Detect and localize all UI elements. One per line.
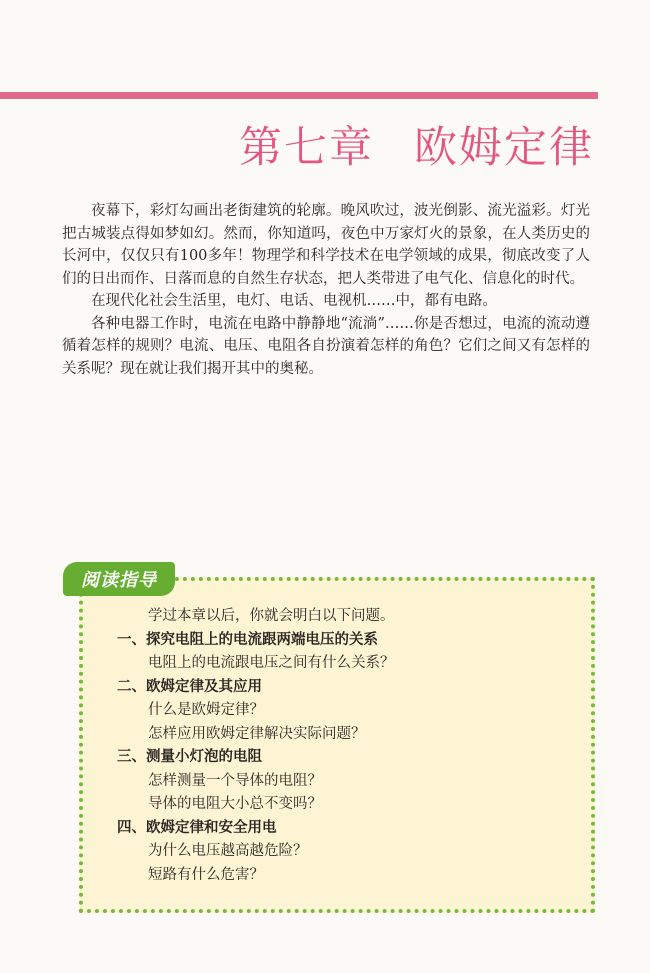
section-question: 为什么电压越高越危险？ bbox=[148, 843, 308, 859]
intro-paragraph: 夜幕下，彩灯勾画出老街建筑的轮廓。晚风吹过，波光倒影、流光溢彩。灯光把古城装点得如梦如幻。然而，你知道吗，夜色中万家灯火的景象，在人类历史的长河中，仅仅只有100多年！物理学和科学技术在电学领域的成果，彻底改变了人们的日出而作、日落而息的自然生存状态，把人类带进了电气化、信息化的时代。 bbox=[62, 203, 590, 287]
reading-guide-label: 阅读指导 bbox=[63, 562, 175, 596]
section-question: 短路有什么危害？ bbox=[148, 866, 264, 883]
chapter-name: 欧姆定律 bbox=[414, 123, 594, 173]
section-title: 探究电阻上的电流跟两端电压的关系 bbox=[146, 631, 378, 648]
section-heading bbox=[108, 817, 578, 841]
guide-section bbox=[108, 676, 578, 747]
section-number: 三、 bbox=[117, 749, 146, 765]
section-title: 欧姆定律及其应用 bbox=[146, 678, 262, 695]
chapter-title bbox=[239, 114, 594, 175]
chapter-number: 第七章 bbox=[239, 123, 374, 173]
guide-section bbox=[108, 746, 578, 817]
section-heading bbox=[108, 746, 578, 770]
reading-guide-intro: 学过本章以后，你就会明白以下问题。 bbox=[148, 608, 395, 624]
section-question: 怎样应用欧姆定律解决实际问题？ bbox=[148, 725, 366, 742]
section-question: 什么是欧姆定律？ bbox=[148, 702, 264, 718]
section-question: 导体的电阻大小总不变吗？ bbox=[148, 796, 322, 812]
section-question: 怎样测量一个导体的电阻？ bbox=[148, 772, 322, 789]
section-title: 欧姆定律和安全用电 bbox=[146, 819, 277, 836]
intro-paragraph: 在现代化社会生活里，电灯、电话、电视机……中，都有电路。 bbox=[91, 293, 497, 309]
intro-paragraph: 各种电器工作时，电流在电路中静静地“流淌”……你是否想过，电流的流动遵循着怎样的规则？电流、电压、电阻各自扮演着怎样的角色？它们之间又有怎样的关系呢？现在就让我们揭开其中的奥秘。 bbox=[62, 315, 590, 377]
guide-section bbox=[108, 629, 578, 676]
section-title: 测量小灯泡的电阻 bbox=[146, 749, 262, 765]
intro-text bbox=[62, 200, 590, 380]
section-number: 一、 bbox=[117, 631, 146, 648]
section-number: 四、 bbox=[117, 819, 146, 836]
top-rule bbox=[0, 92, 598, 99]
section-question: 电阻上的电流跟电压之间有什么关系？ bbox=[148, 655, 395, 671]
section-heading bbox=[108, 629, 578, 653]
section-heading bbox=[108, 676, 578, 700]
guide-section bbox=[108, 817, 578, 888]
reading-guide-list bbox=[108, 605, 578, 887]
section-number: 二、 bbox=[117, 678, 146, 695]
